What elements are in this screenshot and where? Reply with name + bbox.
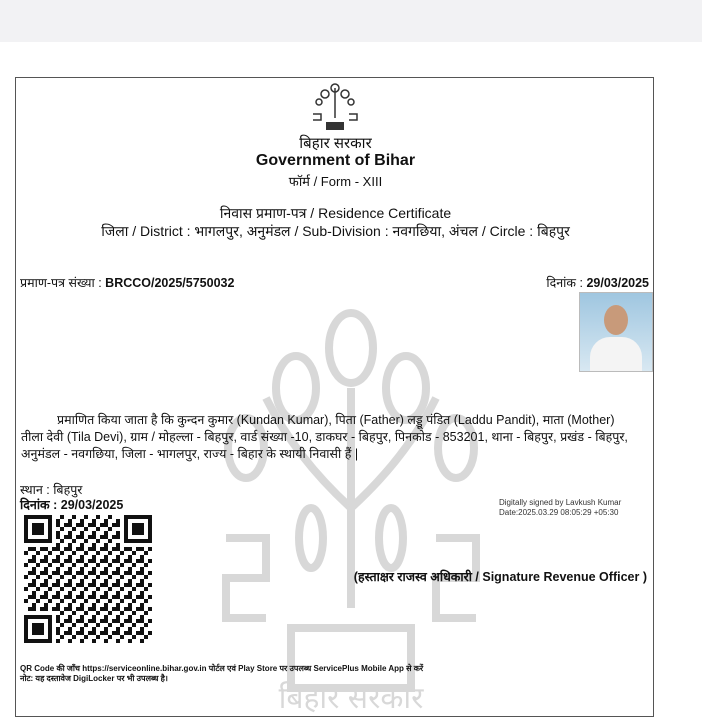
government-title: Government of Bihar <box>255 152 416 169</box>
certificate-type: निवास प्रमाण-पत्र / Residence Certificate <box>219 205 452 221</box>
bihar-emblem-icon <box>309 80 361 132</box>
place: स्थान : बिहपुर <box>20 483 83 497</box>
certificate-body-line-2: तीला देवी (Tila Devi), ग्राम / मोहल्ला - बिहपुर, वार्ड संख्या -10, डाकघर - बिहपुर, पिनकोड - 853201, थाना - बिहपुर, प्रखंड - बिहपुर, <box>21 430 628 444</box>
watermark-text: बिहार सरकार <box>278 682 424 715</box>
hindi-title: बिहार सरकार <box>299 135 372 152</box>
applicant-photo <box>579 292 653 372</box>
qr-verification-note: QR Code की जाँच https://serviceonline.bihar.gov.in पोर्टल एवं Play Store पर उपलब्ध ServicePlus Mobile App से करें <box>20 664 424 673</box>
top-bar <box>0 0 702 42</box>
residence-certificate <box>15 77 654 717</box>
certificate-body-line-3: अनुमंडल - नवगछिया, जिला - भागलपुर, राज्य - बिहार के स्थायी निवासी हैं | <box>21 447 359 461</box>
digital-signature <box>499 498 621 518</box>
certificate-number: प्रमाण-पत्र संख्या : BRCCO/2025/5750032 <box>20 276 235 290</box>
bihar-emblem-watermark <box>206 308 496 718</box>
certificate-body-line-1: प्रमाणित किया जाता है कि कुन्दन कुमार (Kundan Kumar), पिता (Father) लड्डू पंडित (Laddu Pandit), माता (Mother) <box>57 413 615 427</box>
signature-label: (हस्ताक्षर राजस्व अधिकारी / Signature Revenue Officer ) <box>353 570 647 584</box>
digilocker-note: नोट: यह दस्तावेज DigiLocker पर भी उपलब्ध है। <box>20 674 168 683</box>
footer-notes <box>20 664 423 684</box>
form-number: फॉर्म / Form - XIII <box>288 174 383 189</box>
signed-date: Date:2025.03.29 08:05:29 +05:30 <box>499 508 619 517</box>
certificate-date: दिनांक : 29/03/2025 <box>546 276 649 290</box>
issue-date: दिनांक : 29/03/2025 <box>20 498 124 512</box>
signed-by: Digitally signed by Lavkush Kumar <box>499 498 622 507</box>
jurisdiction: जिला / District : भागलपुर, अनुमंडल / Sub-Division : नवगछिया, अंचल / Circle : बिहपुर <box>101 223 570 239</box>
qr-code[interactable] <box>24 515 152 643</box>
